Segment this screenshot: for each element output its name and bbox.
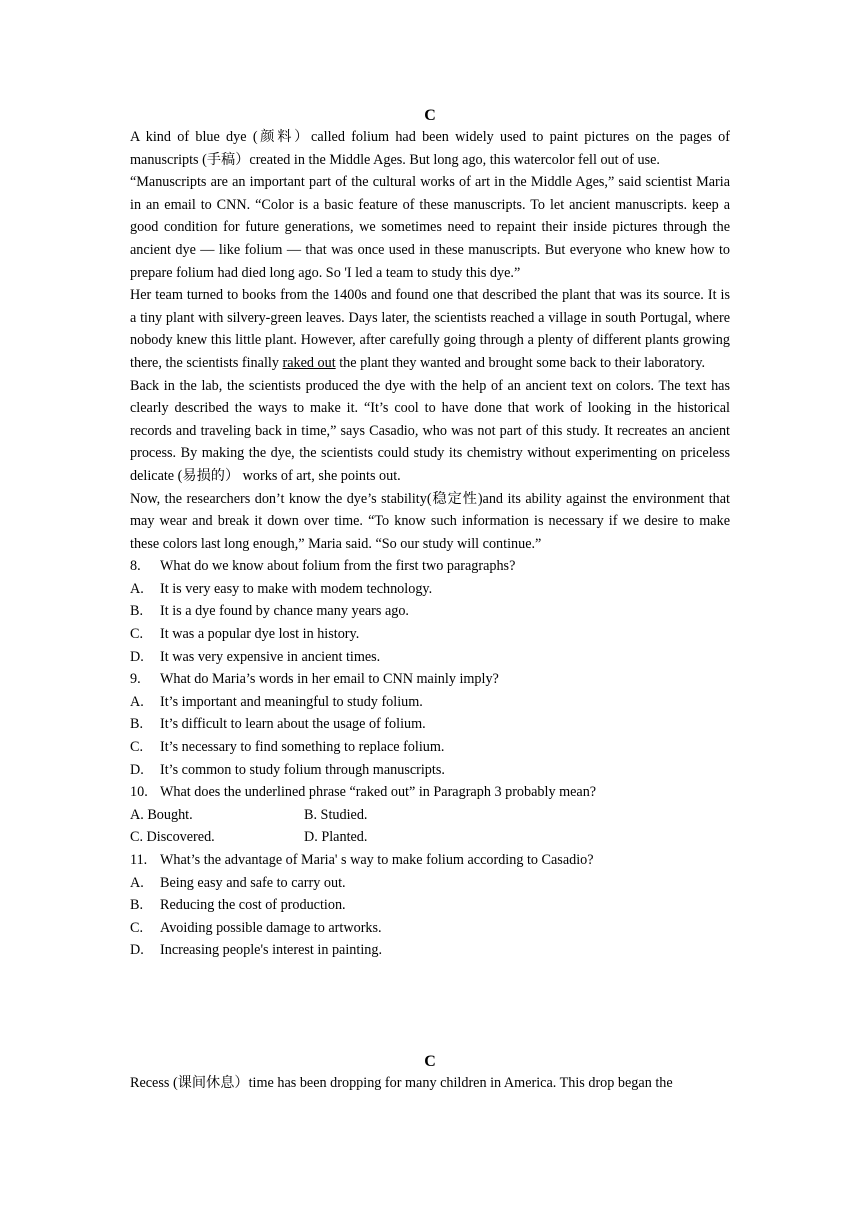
section-heading: C bbox=[424, 107, 436, 124]
option-letter: A. bbox=[130, 693, 144, 710]
question-8 bbox=[130, 555, 730, 668]
question-number: 11. bbox=[130, 852, 148, 868]
option-b[interactable]: B. Studied. bbox=[304, 806, 368, 823]
option-text: It is a dye found by chance many years ago. bbox=[160, 603, 409, 620]
option-d[interactable] bbox=[130, 646, 730, 669]
option-c[interactable]: C. Discovered. bbox=[130, 829, 215, 846]
option-c[interactable] bbox=[130, 736, 730, 759]
paragraph-4: Back in the lab, the scientists produced the dye with the help of an ancient text on colors. The text has clearly described the ways to make it. “It’s cool to have done that work of looking in the historical records and traveling back in time,” says Casadio, who was not part of this study. It recreates an ancient process. By making the dye, the scientists could study its chemistry without experimenting on priceless delicate (易损的） works of art, she points out. bbox=[130, 377, 730, 484]
option-letter: A. bbox=[130, 874, 144, 891]
paragraph-3 bbox=[130, 284, 730, 374]
option-text: Being easy and safe to carry out. bbox=[160, 874, 346, 891]
question-number: 8. bbox=[130, 558, 141, 575]
paragraph-3-text-before: Her team turned to books from the 1400s and found one that described the plant that was its source. It is a tiny plant with silvery-green leaves. Days later, the scientists reached a village in south Portugal, where nobody knew this little plant. However, after carefully going through a plenty of different plants growing there, the scientists finally bbox=[130, 287, 730, 371]
option-letter: C. bbox=[130, 626, 144, 643]
paragraph-1: A kind of blue dye (颜料）called folium had been widely used to paint pictures on the pages of manuscripts (手稿）created in the Middle Ages. But long ago, this watercolor fell out of use. bbox=[130, 129, 730, 168]
option-text: It is very easy to make with modem technology. bbox=[160, 580, 433, 597]
next-passage bbox=[130, 1052, 730, 1095]
paragraph-2: “Manuscripts are an important part of the cultural works of art in the Middle Ages,” said scientist Maria in an email to CNN. “Color is a basic feature of these manuscripts. To let ancient manuscripts. keep a good condition for future generations, we sometimes need to repaint their inside pictures through the ancient dye — like folium — that was once used in these manuscripts. But everyone who knew how to prepare folium had died long ago. So 'I led a team to study this dye.” bbox=[130, 174, 730, 281]
underlined-phrase: raked out bbox=[282, 354, 336, 371]
question-stem bbox=[130, 555, 730, 578]
option-letter: D. bbox=[130, 942, 144, 959]
option-letter: A. bbox=[130, 580, 144, 597]
section-heading: C bbox=[424, 1053, 436, 1070]
options-row-2 bbox=[130, 826, 730, 849]
option-text: It was very expensive in ancient times. bbox=[160, 648, 381, 665]
question-stem bbox=[130, 668, 730, 691]
question-text: What does the underlined phrase “raked out” in Paragraph 3 probably mean? bbox=[160, 784, 597, 801]
option-c[interactable] bbox=[130, 917, 730, 940]
question-10 bbox=[130, 781, 730, 849]
option-letter: C. bbox=[130, 919, 144, 936]
option-a[interactable] bbox=[130, 691, 730, 714]
option-a[interactable]: A. Bought. bbox=[130, 806, 193, 823]
option-a[interactable] bbox=[130, 872, 730, 895]
option-letter: B. bbox=[130, 897, 144, 914]
option-b[interactable] bbox=[130, 600, 730, 623]
option-text: It was a popular dye lost in history. bbox=[160, 626, 360, 643]
option-c[interactable] bbox=[130, 623, 730, 646]
option-d[interactable] bbox=[130, 759, 730, 782]
question-stem bbox=[130, 781, 730, 804]
option-letter: B. bbox=[130, 716, 144, 733]
option-letter: D. bbox=[130, 761, 144, 778]
options-row-1 bbox=[130, 804, 730, 827]
paragraph-3-text-after: the plant they wanted and brought some back to their laboratory. bbox=[335, 354, 706, 371]
paragraph-5: Now, the researchers don’t know the dye’s stability(稳定性)and its ability against the environment that may wear and break it down over time. “To know such information is necessary if we desire to make these colors last long enough,” Maria said. “So our study will continue.” bbox=[130, 490, 730, 552]
option-text: Increasing people's interest in painting. bbox=[160, 942, 383, 959]
option-text: It’s common to study folium through manuscripts. bbox=[160, 761, 445, 778]
question-text: What’s the advantage of Maria' s way to make folium according to Casadio? bbox=[160, 852, 594, 868]
option-d[interactable] bbox=[130, 939, 730, 962]
question-number: 10. bbox=[130, 784, 148, 801]
option-text: It’s difficult to learn about the usage of folium. bbox=[160, 716, 426, 733]
question-11 bbox=[130, 849, 730, 962]
option-text: It’s necessary to find something to replace folium. bbox=[160, 739, 445, 756]
option-b[interactable] bbox=[130, 894, 730, 917]
option-b[interactable] bbox=[130, 713, 730, 736]
option-d[interactable]: D. Planted. bbox=[304, 829, 368, 846]
option-letter: D. bbox=[130, 648, 144, 665]
reading-passage bbox=[130, 106, 730, 962]
question-stem bbox=[130, 849, 730, 872]
option-text: Reducing the cost of production. bbox=[160, 897, 346, 914]
question-9 bbox=[130, 668, 730, 781]
question-number: 9. bbox=[130, 671, 141, 688]
option-letter: C. bbox=[130, 739, 144, 756]
option-a[interactable] bbox=[130, 578, 730, 601]
question-text: What do Maria’s words in her email to CNN mainly imply? bbox=[160, 671, 499, 688]
option-text: Avoiding possible damage to artworks. bbox=[160, 919, 382, 936]
option-letter: B. bbox=[130, 603, 144, 620]
paragraph-1: Recess (课间休息）time has been dropping for many children in America. This drop began the bbox=[130, 1075, 673, 1091]
option-text: It’s important and meaningful to study folium. bbox=[160, 693, 423, 710]
question-text: What do we know about folium from the first two paragraphs? bbox=[160, 558, 516, 575]
